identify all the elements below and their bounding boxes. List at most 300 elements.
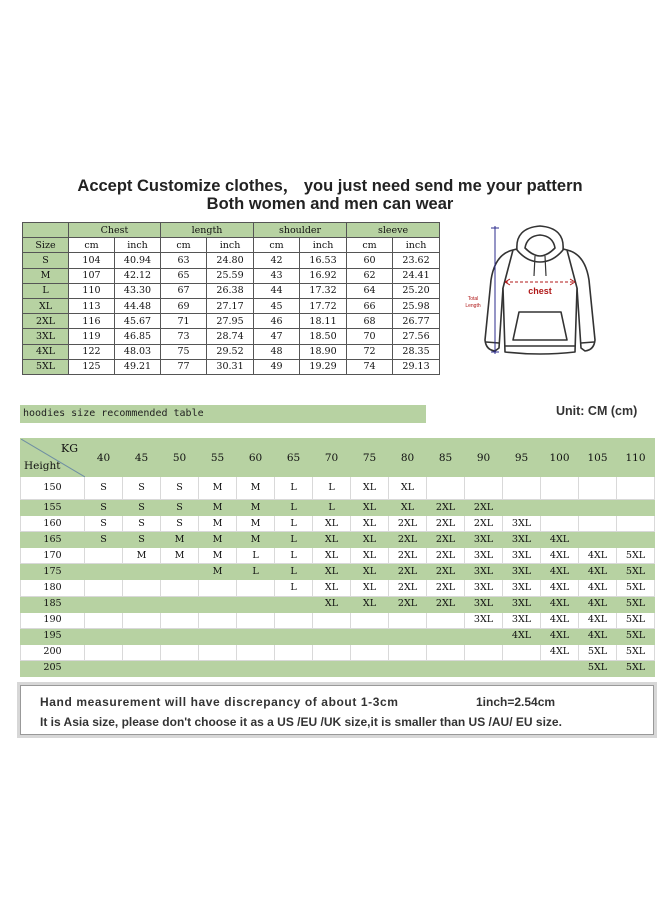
weight-header-cell: 65 xyxy=(275,439,313,477)
weight-header-cell: 95 xyxy=(503,439,541,477)
size-cell: S xyxy=(85,477,123,500)
size-cell xyxy=(579,532,617,548)
size-cell xyxy=(275,612,313,628)
size-cell xyxy=(237,628,275,644)
measurement-cell: 18.11 xyxy=(300,314,347,329)
size-cell xyxy=(427,477,465,500)
size-cell xyxy=(85,596,123,612)
size-cell: 2XL xyxy=(427,500,465,516)
weight-header-cell: 45 xyxy=(123,439,161,477)
measurement-cell: 29.52 xyxy=(207,344,254,359)
size-cell: 4XL xyxy=(541,628,579,644)
notice-box xyxy=(20,685,654,735)
size-cell xyxy=(465,628,503,644)
size-cell: M xyxy=(237,532,275,548)
weight-header-row xyxy=(21,439,655,477)
measurement-cell: 17.32 xyxy=(300,283,347,298)
measurement-cell: 27.17 xyxy=(207,298,254,313)
measurement-cell: 116 xyxy=(69,314,115,329)
size-cell: S xyxy=(85,500,123,516)
table-row xyxy=(21,500,655,516)
size-cell: 2XL xyxy=(427,580,465,596)
weight-header-cell: 105 xyxy=(579,439,617,477)
height-cell: 205 xyxy=(21,660,85,676)
measurement-cell: 64 xyxy=(347,283,393,298)
size-cell: 4XL xyxy=(579,564,617,580)
size-cell: XL xyxy=(351,500,389,516)
table-row xyxy=(21,580,655,596)
size-cell: S xyxy=(123,477,161,500)
size-cell: 4XL xyxy=(541,644,579,660)
measurement-cell: 107 xyxy=(69,268,115,283)
size-label-cell: S xyxy=(23,253,69,268)
size-cell xyxy=(199,628,237,644)
size-cell: 3XL xyxy=(503,580,541,596)
table-row xyxy=(21,612,655,628)
size-cell: 5XL xyxy=(579,644,617,660)
measurement-cell: 23.62 xyxy=(393,253,440,268)
table-row xyxy=(23,298,440,313)
size-cell: M xyxy=(199,548,237,564)
size-cell: XL xyxy=(351,580,389,596)
size-cell: 3XL xyxy=(503,564,541,580)
measurement-cell: 63 xyxy=(161,253,207,268)
size-cell xyxy=(313,612,351,628)
size-cell xyxy=(161,612,199,628)
size-cell: XL xyxy=(313,596,351,612)
size-cell xyxy=(161,564,199,580)
size-cell: M xyxy=(199,532,237,548)
size-cell xyxy=(579,500,617,516)
size-label-cell: XL xyxy=(23,298,69,313)
size-cell xyxy=(237,644,275,660)
size-cell xyxy=(579,516,617,532)
size-label-cell: M xyxy=(23,268,69,283)
size-cell: S xyxy=(123,500,161,516)
size-cell: 2XL xyxy=(427,532,465,548)
measurement-cell: 45.67 xyxy=(115,314,161,329)
measurement-cell: 42 xyxy=(254,253,300,268)
size-cell: 4XL xyxy=(579,580,617,596)
weight-header-cell: 60 xyxy=(237,439,275,477)
size-cell xyxy=(85,580,123,596)
size-cell: 4XL xyxy=(541,612,579,628)
weight-header-cell: 55 xyxy=(199,439,237,477)
size-cell: 5XL xyxy=(617,612,655,628)
height-cell: 195 xyxy=(21,628,85,644)
size-cell: M xyxy=(237,477,275,500)
height-cell: 155 xyxy=(21,500,85,516)
weight-header-cell: 70 xyxy=(313,439,351,477)
notice-discrepancy: Hand measurement will have discrepancy of about 1-3cm xyxy=(40,695,399,709)
measurement-cell: 27.56 xyxy=(393,329,440,344)
measurement-cell: 66 xyxy=(347,298,393,313)
unit-cell: inch xyxy=(300,238,347,253)
unit-cell: inch xyxy=(115,238,161,253)
size-cell xyxy=(123,628,161,644)
size-table-corner xyxy=(23,223,69,238)
measurement-cell: 47 xyxy=(254,329,300,344)
size-cell: M xyxy=(199,500,237,516)
size-cell: 2XL xyxy=(389,596,427,612)
measurement-cell: 44 xyxy=(254,283,300,298)
size-cell: 2XL xyxy=(389,532,427,548)
measurement-cell: 71 xyxy=(161,314,207,329)
size-cell: 5XL xyxy=(617,644,655,660)
measurement-cell: 28.74 xyxy=(207,329,254,344)
measurement-cell: 24.41 xyxy=(393,268,440,283)
size-cell xyxy=(161,628,199,644)
measurement-cell: 43.30 xyxy=(115,283,161,298)
size-cell xyxy=(199,596,237,612)
height-cell: 200 xyxy=(21,644,85,660)
measurement-cell: 30.31 xyxy=(207,359,254,374)
size-cell: S xyxy=(161,477,199,500)
kg-label: KG xyxy=(60,442,78,455)
size-cell xyxy=(313,644,351,660)
total-length-label: Total xyxy=(467,296,479,302)
size-cell xyxy=(199,580,237,596)
table-row xyxy=(21,532,655,548)
size-cell xyxy=(123,660,161,676)
size-cell: 3XL xyxy=(465,580,503,596)
size-cell: M xyxy=(237,500,275,516)
size-cell xyxy=(617,516,655,532)
size-cell: 5XL xyxy=(617,548,655,564)
table-row xyxy=(21,477,655,500)
measurement-cell: 43 xyxy=(254,268,300,283)
size-cell: 4XL xyxy=(579,596,617,612)
height-cell: 185 xyxy=(21,596,85,612)
total-length-label: Length xyxy=(465,303,481,309)
measurement-cell: 44.48 xyxy=(115,298,161,313)
size-cell: XL xyxy=(351,596,389,612)
size-cell: 4XL xyxy=(541,596,579,612)
measurement-cell: 77 xyxy=(161,359,207,374)
size-cell xyxy=(351,612,389,628)
size-cell: S xyxy=(123,516,161,532)
size-cell: 5XL xyxy=(579,660,617,676)
size-cell xyxy=(389,612,427,628)
measurement-cell: 48.03 xyxy=(115,344,161,359)
size-cell: XL xyxy=(313,516,351,532)
measurement-cell: 26.38 xyxy=(207,283,254,298)
size-cell: 5XL xyxy=(617,628,655,644)
size-cell: 3XL xyxy=(503,516,541,532)
measurement-cell: 24.80 xyxy=(207,253,254,268)
size-cell: M xyxy=(161,548,199,564)
measurement-cell: 119 xyxy=(69,329,115,344)
size-cell: M xyxy=(123,548,161,564)
size-cell: 3XL xyxy=(465,532,503,548)
weight-header-cell: 50 xyxy=(161,439,199,477)
measurement-cell: 46.85 xyxy=(115,329,161,344)
header-line-1: Accept Customize clothes， you just need send me your pattern xyxy=(77,177,583,195)
size-cell xyxy=(275,644,313,660)
size-cell: XL xyxy=(313,564,351,580)
size-cell xyxy=(617,532,655,548)
size-cell xyxy=(503,644,541,660)
unit-cell: cm xyxy=(161,238,207,253)
size-cell: 4XL xyxy=(579,628,617,644)
measurement-cell: 18.50 xyxy=(300,329,347,344)
weight-header-cell: 90 xyxy=(465,439,503,477)
header-line-2: Both women and men can wear xyxy=(206,195,454,213)
table-row xyxy=(23,253,440,268)
size-cell: 4XL xyxy=(579,612,617,628)
size-cell: XL xyxy=(389,500,427,516)
size-cell xyxy=(123,564,161,580)
measurement-cell: 29.13 xyxy=(393,359,440,374)
size-cell xyxy=(123,596,161,612)
size-cell: L xyxy=(275,500,313,516)
unit-cell: cm xyxy=(254,238,300,253)
measurement-cell: 45 xyxy=(254,298,300,313)
height-cell: 180 xyxy=(21,580,85,596)
table-row xyxy=(23,329,440,344)
size-cell xyxy=(275,628,313,644)
unit-cell: cm xyxy=(347,238,393,253)
measurement-cell: 75 xyxy=(161,344,207,359)
size-cell xyxy=(351,644,389,660)
measurement-cell: 74 xyxy=(347,359,393,374)
unit-label: Unit: CM (cm) xyxy=(556,404,638,418)
size-label-cell: 3XL xyxy=(23,329,69,344)
weight-header-cell: 75 xyxy=(351,439,389,477)
height-cell: 190 xyxy=(21,612,85,628)
table-row xyxy=(21,548,655,564)
size-cell: 5XL xyxy=(617,580,655,596)
size-cell: L xyxy=(275,548,313,564)
size-cell: XL xyxy=(351,516,389,532)
size-cell: S xyxy=(85,532,123,548)
size-cell xyxy=(199,612,237,628)
measurement-cell: 16.92 xyxy=(300,268,347,283)
size-cell xyxy=(161,660,199,676)
recommended-size-table xyxy=(20,438,655,677)
height-cell: 150 xyxy=(21,477,85,500)
size-cell: XL xyxy=(389,477,427,500)
table-row xyxy=(23,283,440,298)
size-label-cell: L xyxy=(23,283,69,298)
measurement-cell: 65 xyxy=(161,268,207,283)
size-cell xyxy=(85,644,123,660)
size-cell xyxy=(351,628,389,644)
weight-header-cell: 100 xyxy=(541,439,579,477)
size-cell xyxy=(199,644,237,660)
size-cell: 2XL xyxy=(427,564,465,580)
size-cell xyxy=(237,596,275,612)
size-cell xyxy=(123,580,161,596)
size-cell xyxy=(123,644,161,660)
size-cell xyxy=(579,477,617,500)
size-cell: 2XL xyxy=(465,516,503,532)
size-cell: XL xyxy=(313,548,351,564)
group-length: length xyxy=(161,223,254,238)
size-table-group-row xyxy=(23,223,440,238)
unit-cell: inch xyxy=(393,238,440,253)
size-cell xyxy=(123,612,161,628)
size-cell: 2XL xyxy=(427,516,465,532)
table-row xyxy=(21,564,655,580)
size-cell: XL xyxy=(351,477,389,500)
size-cell: 5XL xyxy=(617,596,655,612)
measurement-cell: 26.77 xyxy=(393,314,440,329)
measurement-cell: 62 xyxy=(347,268,393,283)
size-cell: 3XL xyxy=(465,548,503,564)
size-cell xyxy=(237,660,275,676)
size-cell xyxy=(465,660,503,676)
size-cell: M xyxy=(161,532,199,548)
size-cell: L xyxy=(237,548,275,564)
size-cell xyxy=(541,477,579,500)
weight-header-cell: 40 xyxy=(85,439,123,477)
table-row xyxy=(21,596,655,612)
size-cell: S xyxy=(85,516,123,532)
size-cell: L xyxy=(313,477,351,500)
weight-header-cell: 85 xyxy=(427,439,465,477)
size-cell: L xyxy=(313,500,351,516)
size-cell: 2XL xyxy=(389,564,427,580)
size-cell: 3XL xyxy=(503,612,541,628)
measurement-cell: 19.29 xyxy=(300,359,347,374)
size-cell xyxy=(427,612,465,628)
size-cell: XL xyxy=(313,580,351,596)
size-cell: S xyxy=(161,500,199,516)
measurement-cell: 27.95 xyxy=(207,314,254,329)
size-cell: 4XL xyxy=(579,548,617,564)
notice-asia-size: It is Asia size, please don't choose it as a US /EU /UK size,it is smaller than US /AU/ EU size. xyxy=(40,715,562,729)
size-cell: XL xyxy=(351,532,389,548)
size-cell: M xyxy=(199,477,237,500)
size-cell xyxy=(275,596,313,612)
size-cell xyxy=(389,644,427,660)
size-cell: L xyxy=(237,564,275,580)
height-cell: 165 xyxy=(21,532,85,548)
measurement-cell: 110 xyxy=(69,283,115,298)
size-cell xyxy=(161,580,199,596)
table-row xyxy=(23,268,440,283)
table-row xyxy=(21,644,655,660)
size-cell: 2XL xyxy=(427,548,465,564)
table-row xyxy=(23,344,440,359)
size-cell xyxy=(427,644,465,660)
size-cell xyxy=(161,596,199,612)
measurement-cell: 73 xyxy=(161,329,207,344)
size-label-cell: 5XL xyxy=(23,359,69,374)
measurement-cell: 46 xyxy=(254,314,300,329)
size-cell xyxy=(161,644,199,660)
size-cell xyxy=(85,564,123,580)
measurement-cell: 18.90 xyxy=(300,344,347,359)
height-cell: 175 xyxy=(21,564,85,580)
measurement-cell: 122 xyxy=(69,344,115,359)
table-row xyxy=(21,628,655,644)
measurement-cell: 70 xyxy=(347,329,393,344)
height-cell: 160 xyxy=(21,516,85,532)
size-cell: 3XL xyxy=(465,564,503,580)
measurement-cell: 25.20 xyxy=(393,283,440,298)
measurement-cell: 49.21 xyxy=(115,359,161,374)
size-cell: 4XL xyxy=(541,564,579,580)
size-cell: XL xyxy=(351,548,389,564)
table-row xyxy=(23,314,440,329)
size-cell xyxy=(389,628,427,644)
size-cell xyxy=(541,500,579,516)
measurement-cell: 60 xyxy=(347,253,393,268)
size-cell: L xyxy=(275,532,313,548)
unit-cell: inch xyxy=(207,238,254,253)
size-cell: L xyxy=(275,477,313,500)
size-cell: XL xyxy=(313,532,351,548)
size-table-unit-row xyxy=(23,238,440,253)
height-cell: 170 xyxy=(21,548,85,564)
notice-inch-conversion: 1inch=2.54cm xyxy=(476,695,556,709)
size-cell: 2XL xyxy=(389,548,427,564)
size-cell xyxy=(617,500,655,516)
measurement-cell: 49 xyxy=(254,359,300,374)
size-cell: 2XL xyxy=(427,596,465,612)
hoodie-icon xyxy=(455,220,615,370)
size-cell xyxy=(503,500,541,516)
measurement-cell: 40.94 xyxy=(115,253,161,268)
hoodie-diagram xyxy=(455,220,615,370)
weight-header-cell: 110 xyxy=(617,439,655,477)
size-cell xyxy=(465,644,503,660)
measurement-cell: 69 xyxy=(161,298,207,313)
measurement-cell: 28.35 xyxy=(393,344,440,359)
group-sleeve: sleeve xyxy=(347,223,440,238)
size-cell: M xyxy=(237,516,275,532)
measurement-cell: 48 xyxy=(254,344,300,359)
measurement-cell: 68 xyxy=(347,314,393,329)
size-cell xyxy=(237,580,275,596)
size-cell xyxy=(351,660,389,676)
weight-header-cell: 80 xyxy=(389,439,427,477)
height-label: Height xyxy=(24,460,61,472)
chest-label: chest xyxy=(528,286,552,296)
size-label-cell: 4XL xyxy=(23,344,69,359)
size-cell: 3XL xyxy=(465,596,503,612)
size-cell: 4XL xyxy=(541,580,579,596)
size-cell: 3XL xyxy=(503,548,541,564)
measurement-cell: 104 xyxy=(69,253,115,268)
size-cell xyxy=(617,477,655,500)
size-cell: 4XL xyxy=(503,628,541,644)
measurement-cell: 67 xyxy=(161,283,207,298)
size-cell xyxy=(85,628,123,644)
size-cell xyxy=(503,660,541,676)
size-cell: 3XL xyxy=(503,532,541,548)
size-cell: L xyxy=(275,516,313,532)
size-cell xyxy=(85,660,123,676)
measurement-cell: 25.98 xyxy=(393,298,440,313)
size-cell: XL xyxy=(351,564,389,580)
size-cell: 2XL xyxy=(389,516,427,532)
size-cell: 5XL xyxy=(617,564,655,580)
size-cell: M xyxy=(199,564,237,580)
table-row xyxy=(21,516,655,532)
size-cell: M xyxy=(199,516,237,532)
size-cell: 2XL xyxy=(465,500,503,516)
size-cell: S xyxy=(123,532,161,548)
size-cell xyxy=(503,477,541,500)
size-cell xyxy=(541,660,579,676)
size-cell: 3XL xyxy=(503,596,541,612)
measurement-cell: 125 xyxy=(69,359,115,374)
group-chest: Chest xyxy=(69,223,161,238)
size-cell xyxy=(313,628,351,644)
